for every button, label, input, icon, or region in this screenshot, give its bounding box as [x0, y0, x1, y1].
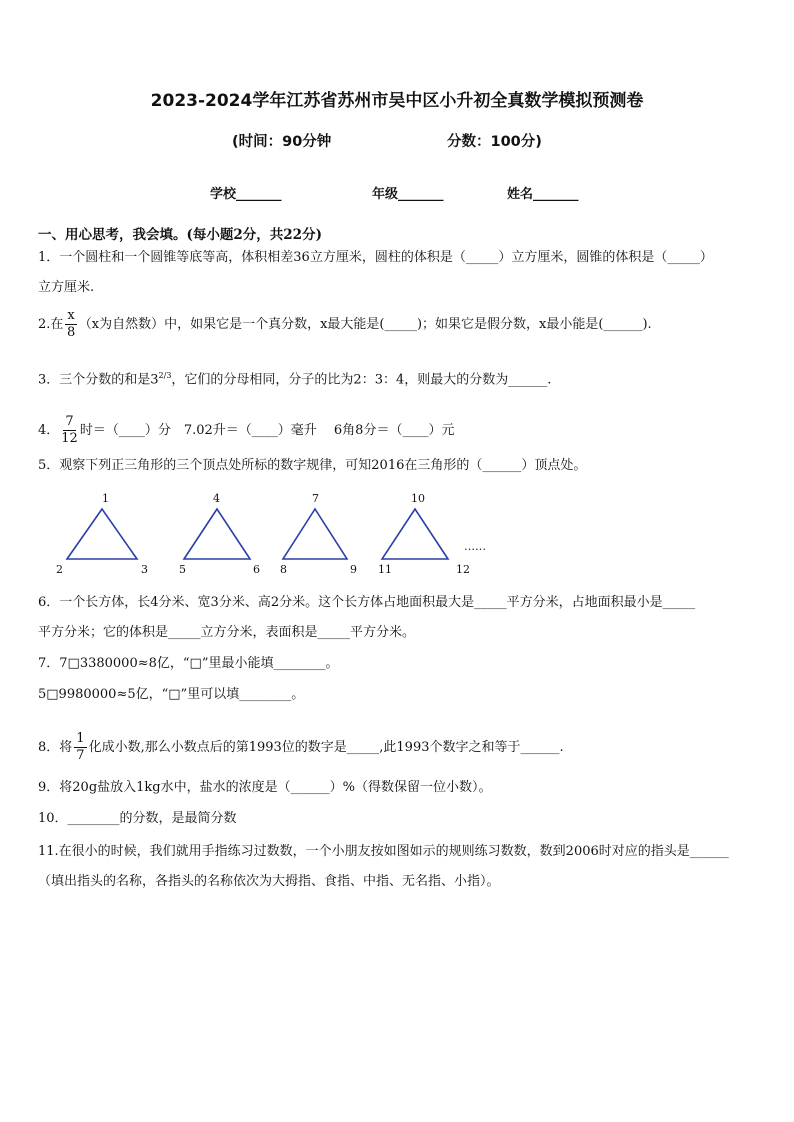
triangle-1-right-number: 3	[141, 563, 148, 576]
grade-field: 年级_______	[372, 187, 444, 202]
exam-time: (时间：90分钟	[232, 134, 332, 150]
q2-prefix: 2.在	[38, 317, 64, 332]
triangle-ellipsis: ……	[464, 540, 486, 553]
triangle-3	[282, 508, 348, 560]
q4-frac-den: 12	[61, 431, 78, 446]
question-7-line2: 5□9980000≈5亿，“□”里可以填________。	[38, 687, 305, 702]
question-5: 5．观察下列正三角形的三个顶点处所标的数字规律，可知2016在三角形的（______）顶点处。	[38, 458, 587, 473]
q3-suffix: ，它们的分母相同，分子的比为2：3：4，则最大的分数为______.	[171, 372, 552, 388]
question-11-line1: 11.在很小的时候，我们就用手指练习过数数，一个小朋友按如图如示的规则练习数数，数到2006时对应的指头是______	[38, 844, 729, 859]
question-4	[38, 414, 454, 447]
question-10: 10．________的分数，是最简分数	[38, 811, 237, 826]
triangle-1-left-number: 2	[56, 563, 63, 576]
q4-frac-num: 7	[65, 414, 74, 429]
triangle-2-top-number: 4	[213, 492, 220, 505]
exam-score: 分数：100分)	[447, 134, 542, 150]
q8-suffix: 化成小数,那么小数点后的第1993位的数字是_____,此1993个数字之和等于______.	[88, 740, 564, 755]
triangle-4	[381, 508, 449, 560]
q8-frac-num: 1	[76, 731, 85, 746]
triangle-2-left-number: 5	[179, 563, 186, 576]
q8-fraction	[74, 731, 86, 764]
question-1-line2: 立方厘米.	[38, 280, 95, 295]
school-field: 学校_______	[210, 187, 282, 202]
question-6-line2: 平方分米；它的体积是_____立方分米，表面积是_____平方分米。	[38, 625, 416, 640]
q4-fraction	[61, 414, 78, 447]
question-6-line1: 6．一个长方体，长4分米、宽3分米、高2分米。这个长方体占地面积最大是_____平方分米，占地面积最小是_____	[38, 595, 696, 610]
triangle-4-left-number: 11	[378, 563, 392, 576]
name-field: 姓名_______	[507, 187, 579, 202]
q8-frac-den: 7	[76, 748, 85, 763]
triangle-3-top-number: 7	[312, 492, 319, 505]
q4-prefix: 4．	[38, 423, 60, 438]
triangle-2-right-number: 6	[253, 563, 260, 576]
triangle-3-left-number: 8	[280, 563, 287, 576]
triangle-1-top-number: 1	[102, 492, 109, 505]
triangle-3-right-number: 9	[350, 563, 357, 576]
question-9: 9．将20g盐放入1kg水中，盐水的浓度是（______）%（得数保留一位小数）。	[38, 780, 492, 795]
question-2	[38, 308, 652, 341]
question-8	[38, 731, 564, 764]
q3-prefix: 3．三个分数的和是3	[38, 372, 159, 388]
q3-fraction-part: 2/3	[158, 371, 172, 380]
question-3	[38, 367, 551, 389]
q4-suffix: 时＝（____）分 7.02升＝（____）毫升 6角8分＝（____）元	[79, 423, 455, 438]
section-heading: 一、用心思考，我会填。(每小题2分，共22分)	[38, 227, 322, 243]
question-1-line1: 1．一个圆柱和一个圆锥等底等高，体积相差36立方厘米，圆柱的体积是（_____）立方厘米，圆锥的体积是（_____）	[38, 250, 713, 265]
question-11-line2: （填出指头的名称，各指头的名称依次为大拇指、食指、中指、无名指、小指）。	[38, 874, 500, 889]
triangle-1	[66, 508, 138, 560]
triangle-4-top-number: 10	[411, 492, 425, 505]
q2-frac-den: 8	[66, 325, 76, 340]
exam-title: 2023-2024学年江苏省苏州市吴中区小升初全真数学模拟预测卷	[150, 91, 644, 111]
triangle-2	[183, 508, 251, 560]
question-7-line1: 7．7□3380000≈8亿，“□”里最小能填________。	[38, 656, 339, 671]
q2-suffix: （x为自然数）中，如果它是一个真分数，x最大能是(_____)；如果它是假分数，x最小能是(______).	[78, 317, 652, 332]
q8-prefix: 8．将	[38, 740, 73, 755]
q2-fraction	[65, 308, 76, 341]
triangle-4-right-number: 12	[456, 563, 470, 576]
q2-frac-num: x	[67, 308, 75, 323]
